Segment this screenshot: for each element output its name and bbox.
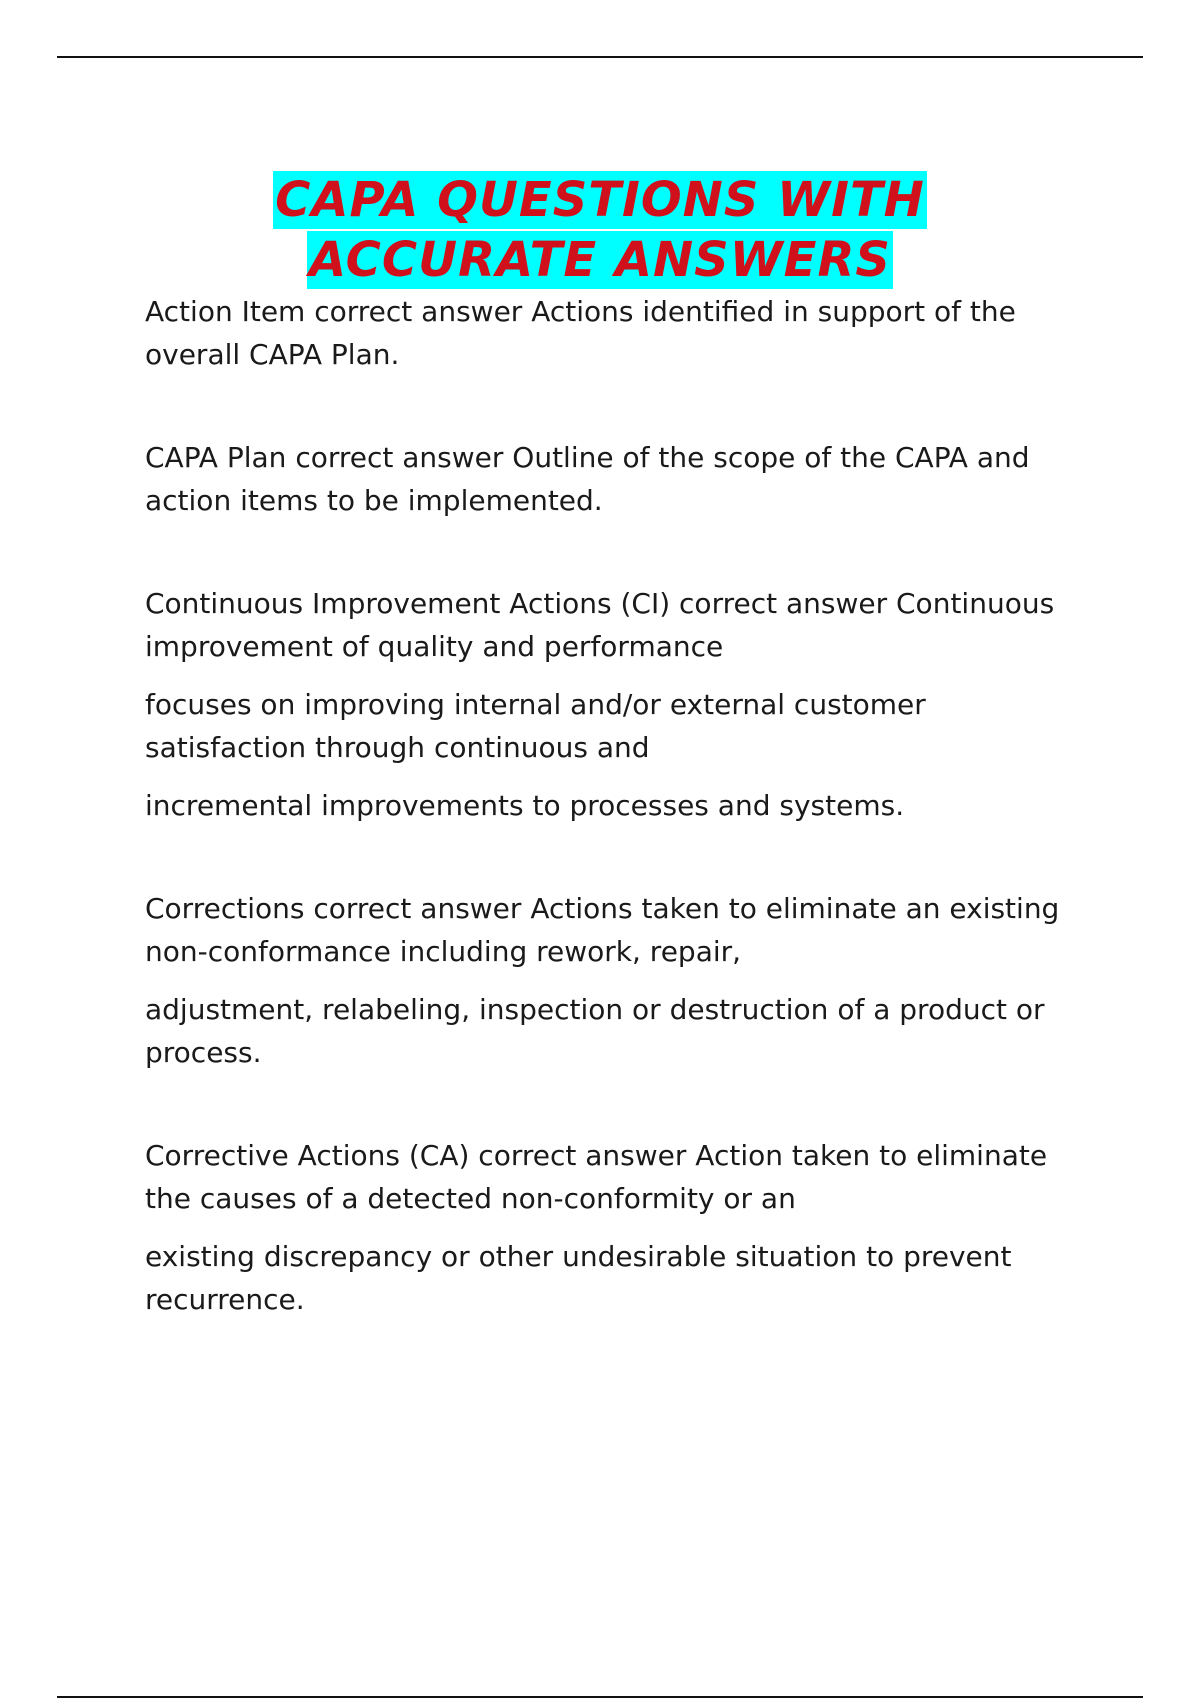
entry-paragraph: incremental improvements to processes and systems. — [145, 789, 905, 822]
entry-paragraph: Corrections correct answer Actions taken to eliminate an existing non-conformance including rework, repair, — [145, 892, 1060, 968]
entry-paragraph: Corrective Actions (CA) correct answer Action taken to eliminate the causes of a detected non-conformity or an — [145, 1139, 1048, 1215]
entry-capa-plan — [145, 436, 1075, 522]
entry-paragraph: focuses on improving internal and/or external customer satisfaction through continuous and — [145, 688, 926, 764]
document-title — [0, 170, 1200, 290]
title-line-1: CAPA QUESTIONS WITH — [275, 172, 925, 228]
entry-paragraph: Action Item correct answer Actions identified in support of the overall CAPA Plan. — [145, 295, 1016, 371]
entry-continuous-improvement — [145, 582, 1075, 827]
entry-corrections — [145, 887, 1075, 1074]
entry-corrective-actions — [145, 1134, 1075, 1321]
top-rule — [57, 56, 1143, 58]
document-body — [145, 290, 1075, 1336]
bottom-rule — [57, 1696, 1143, 1698]
entry-paragraph: Continuous Improvement Actions (CI) correct answer Continuous improvement of quality and performance — [145, 587, 1055, 663]
entry-paragraph: existing discrepancy or other undesirable situation to prevent recurrence. — [145, 1240, 1012, 1316]
entry-action-item — [145, 290, 1075, 376]
entry-paragraph: adjustment, relabeling, inspection or destruction of a product or process. — [145, 993, 1045, 1069]
title-line-2: ACCURATE ANSWERS — [308, 232, 891, 288]
entry-paragraph: CAPA Plan correct answer Outline of the scope of the CAPA and action items to be implemented. — [145, 441, 1030, 517]
